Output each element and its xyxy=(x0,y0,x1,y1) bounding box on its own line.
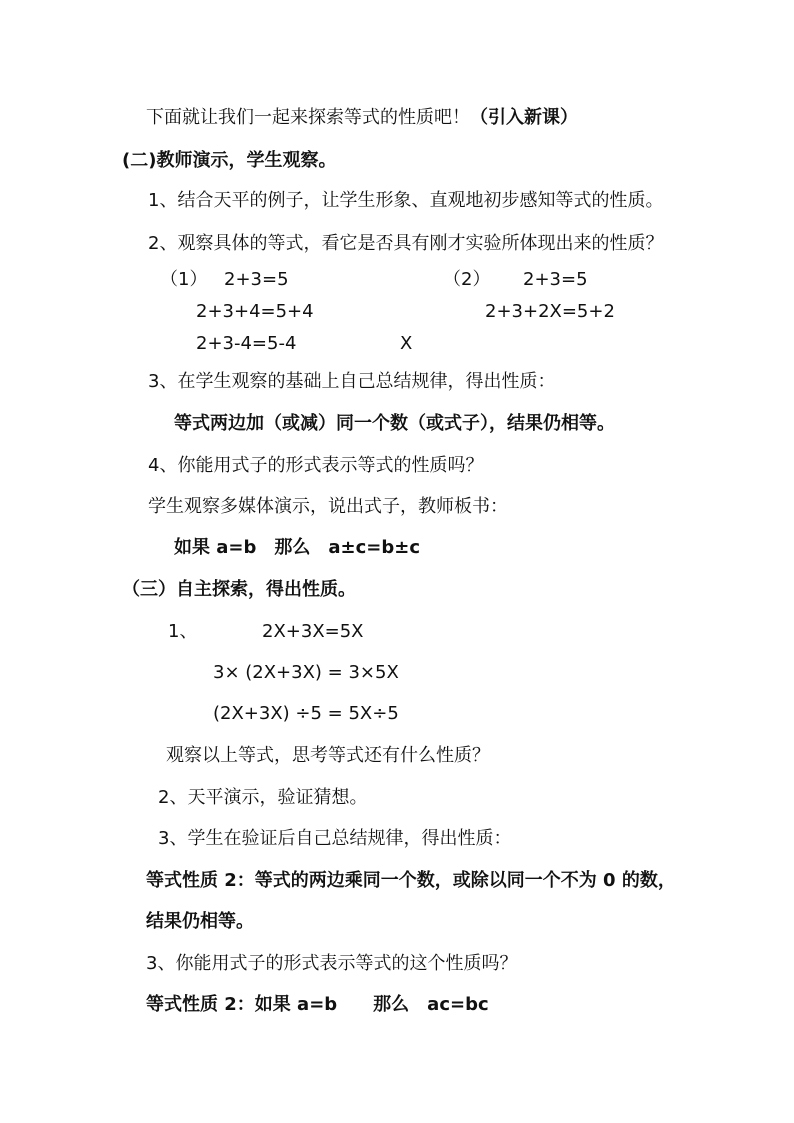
formula-question: 3、你能用式子的形式表示等式的这个性质吗？ xyxy=(146,953,518,974)
intro-tag: （引入新课） xyxy=(470,107,578,128)
example-1-eq-a: 2+3=5 xyxy=(224,269,289,290)
property-1-formula: 如果 a=b 那么 a±c=b±c xyxy=(174,537,420,558)
exercise-1-divide: (2X+3X) ÷5 = 5X÷5 xyxy=(213,703,399,724)
example-2-eq-a: 2+3=5 xyxy=(523,269,588,290)
observe-question: 观察以上等式，思考等式还有什么性质？ xyxy=(166,745,490,766)
step-2: 2、观察具体的等式，看它是否具有刚才实验所体现出来的性质？ xyxy=(148,233,664,254)
exercise-1-number: 1、 xyxy=(168,621,198,642)
step-3: 3、在学生观察的基础上自己总结规律，得出性质： xyxy=(148,371,556,392)
example-2-eq-b: 2+3+2X=5+2 xyxy=(485,301,615,322)
intro-line xyxy=(146,106,578,130)
property-2-formula: 等式性质 2：如果 a=b 那么 ac=bc xyxy=(146,994,489,1015)
summary-step: 3、学生在验证后自己总结规律，得出性质： xyxy=(158,828,512,849)
step-4: 4、你能用式子的形式表示等式的性质吗？ xyxy=(148,455,484,476)
balance-demo: 2、天平演示，验证猜想。 xyxy=(158,787,368,808)
property-1-statement: 等式两边加（或减）同一个数（或式子），结果仍相等。 xyxy=(174,413,615,434)
exercise-1-eq: 2X+3X=5X xyxy=(262,621,364,642)
example-1-eq-c: 2+3-4=5-4 xyxy=(196,333,297,354)
section-2-heading: (二)教师演示，学生观察。 xyxy=(122,150,337,171)
example-1-eq-b: 2+3+4=5+4 xyxy=(196,301,314,322)
intro-text: 下面就让我们一起来探索等式的性质吧！ xyxy=(146,107,470,128)
example-1-label: （1） xyxy=(160,269,208,290)
step-1: 1、结合天平的例子，让学生形象、直观地初步感知等式的性质。 xyxy=(148,190,664,211)
example-2-mark: X xyxy=(400,333,413,354)
property-2-statement: 等式性质 2：等式的两边乘同一个数，或除以同一个不为 0 的数， xyxy=(146,870,676,891)
property-2-statement-cont: 结果仍相等。 xyxy=(146,911,254,932)
exercise-1-multiply: 3× (2X+3X) = 3×5X xyxy=(213,662,399,683)
section-3-heading: （三）自主探索，得出性质。 xyxy=(122,579,356,600)
blackboard-note: 学生观察多媒体演示，说出式子，教师板书： xyxy=(148,496,508,517)
example-2-label: （2） xyxy=(443,269,491,290)
